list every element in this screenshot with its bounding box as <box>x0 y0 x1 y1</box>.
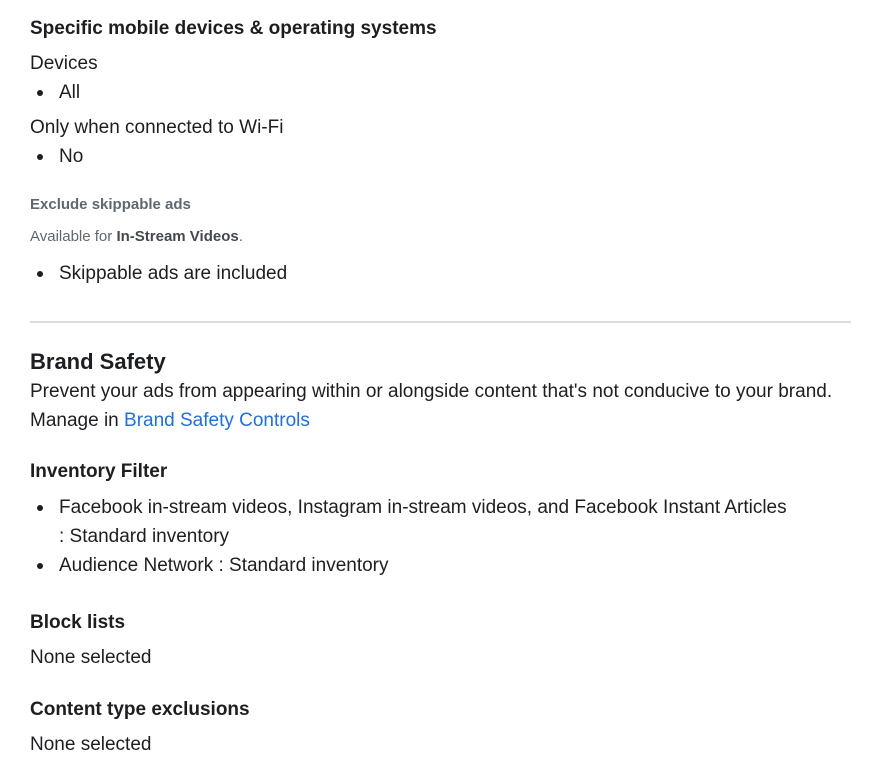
inventory-filter-title: Inventory Filter <box>30 461 168 482</box>
bullet-icon <box>37 505 43 511</box>
bullet-icon <box>37 90 43 96</box>
list-item: No <box>30 142 83 171</box>
list-item: Skippable ads are included <box>30 259 287 288</box>
bullet-icon <box>37 563 43 569</box>
mobile-devices-title: Specific mobile devices & operating systems <box>30 18 437 39</box>
bullet-icon <box>37 154 43 160</box>
block-lists-value: None selected <box>30 647 152 668</box>
skippable-title: Exclude skippable ads <box>30 196 191 213</box>
inventory-filter-list <box>30 493 790 580</box>
block-lists-title: Block lists <box>30 612 126 633</box>
list-item: Audience Network : Standard inventory <box>30 551 790 580</box>
skippable-list <box>30 259 287 288</box>
in-stream-videos-label: In-Stream Videos <box>116 228 239 245</box>
brand-safety-controls-link[interactable]: Brand Safety Controls <box>124 410 310 431</box>
brand-safety-description: Prevent your ads from appearing within or alongside content that's not conducive to your brand. Manage in Brand Safety Controls <box>30 381 833 431</box>
wifi-list <box>30 142 83 171</box>
content-exclusions-value: None selected <box>30 734 152 755</box>
section-divider <box>30 321 851 323</box>
devices-list <box>30 78 80 107</box>
skippable-note: Available for In-Stream Videos. <box>30 228 243 245</box>
bullet-icon <box>37 271 43 277</box>
brand-safety-title: Brand Safety <box>30 349 166 374</box>
devices-label: Devices <box>30 53 98 74</box>
wifi-label: Only when connected to Wi-Fi <box>30 117 284 138</box>
list-item: All <box>30 78 80 107</box>
list-item: Facebook in-stream videos, Instagram in-stream videos, and Facebook Instant Articles : Standard inventory <box>30 493 790 551</box>
content-exclusions-title: Content type exclusions <box>30 699 250 720</box>
